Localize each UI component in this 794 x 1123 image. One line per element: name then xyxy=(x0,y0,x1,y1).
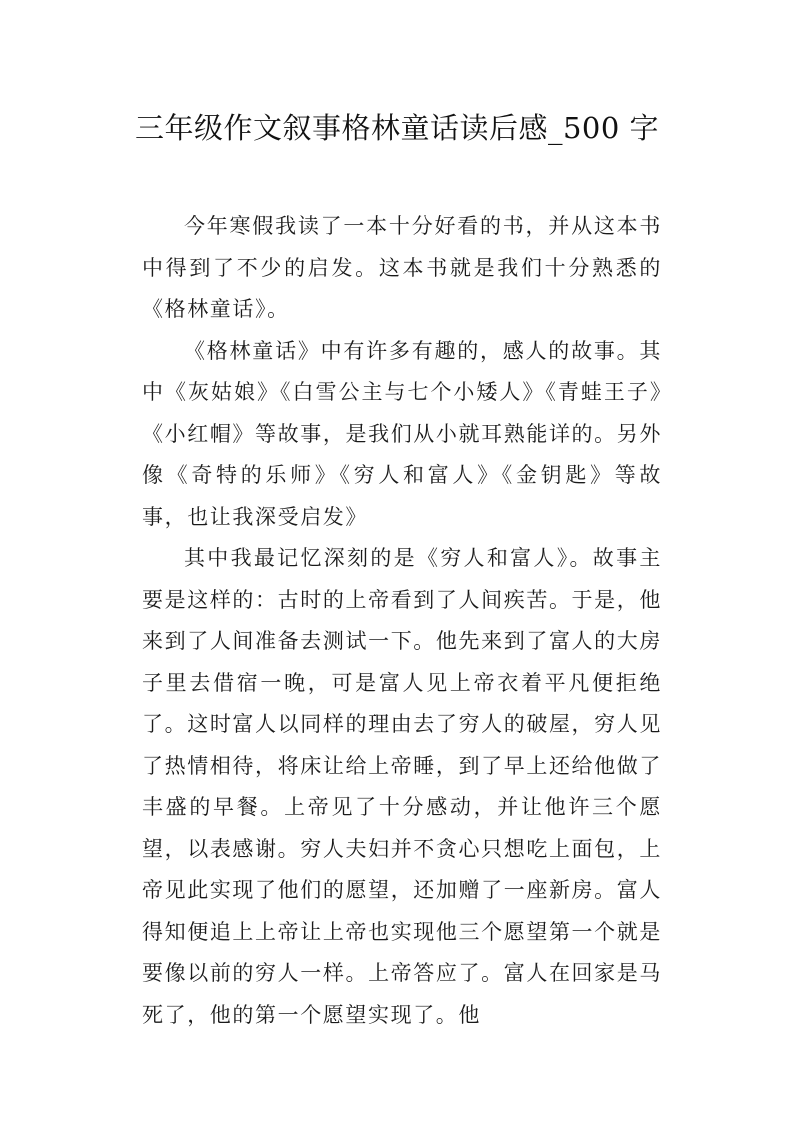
document-title: 三年级作文叙事格林童话读后感_500 字 xyxy=(134,111,660,145)
paragraph-1: 今年寒假我读了一本十分好看的书，并从这本书中得到了不少的启发。这本书就是我们十分熟悉的《格林童话》。 xyxy=(142,214,662,321)
document-body xyxy=(142,206,662,1036)
paragraph-2: 《格林童话》中有许多有趣的，感人的故事。其中《灰姑娘》《白雪公主与七个小矮人》《青蛙王子》《小红帽》等故事，是我们从小就耳熟能详的。另外像《奇特的乐师》《穷人和富人》《金钥匙》等故事，也让我深受启发》 xyxy=(142,338,662,529)
paragraph-3: 其中我最记忆深刻的是《穷人和富人》。故事主要是这样的：古时的上帝看到了人间疾苦。于是，他来到了人间准备去测试一下。他先来到了富人的大房子里去借宿一晚，可是富人见上帝衣着平凡便拒绝了。这时富人以同样的理由去了穷人的破屋，穷人见了热情相待，将床让给上帝睡，到了早上还给他做了丰盛的早餐。上帝见了十分感动，并让他许三个愿望，以表感谢。穷人夫妇并不贪心只想吃上面包，上帝见此实现了他们的愿望，还加赠了一座新房。富人得知便追上上帝让上帝也实现他三个愿望第一个就是要像以前的穷人一样。上帝答应了。富人在回家是马死了，他的第一个愿望实现了。他 xyxy=(142,546,662,1027)
